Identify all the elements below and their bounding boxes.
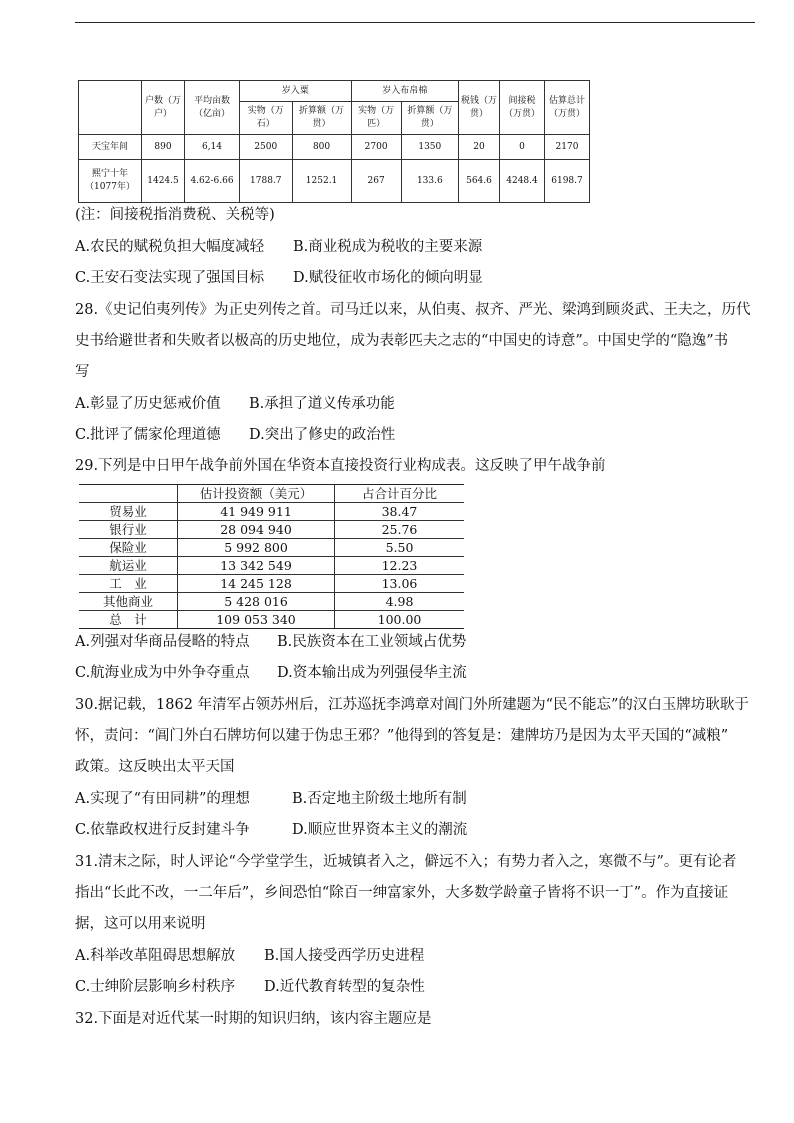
cell-total: 6198.7 <box>545 160 590 203</box>
industry-cell: 工 业 <box>79 575 178 593</box>
col-header-cloth-real: 实物（万匹） <box>351 102 401 135</box>
cell-indirect: 0 <box>500 135 545 160</box>
row-label: 天宝年间 <box>79 135 142 160</box>
q27-option-d: D.赋役征收市场化的倾向明显 <box>293 270 483 286</box>
investment-table <box>79 484 464 629</box>
q31-option-d: D.近代教育转型的复杂性 <box>264 979 425 995</box>
q30-option-d: D.顺应世界资本主义的潮流 <box>292 822 468 838</box>
col-header-households: 户数（万户） <box>142 81 185 135</box>
table-row <box>79 135 590 160</box>
cell-total: 2170 <box>545 135 590 160</box>
amount-cell: 5 992 800 <box>178 539 335 557</box>
industry-cell: 航运业 <box>79 557 178 575</box>
col-header-grain-real: 实物（万石） <box>240 102 293 135</box>
header-cell: 估计投资额（美元） <box>178 485 335 503</box>
q27-option-a: A.农民的赋税负担大幅度减轻 <box>75 239 265 255</box>
q28-option-a: A.彰显了历史惩戒价值 <box>75 396 221 412</box>
header-rule <box>75 22 755 23</box>
table-header-row <box>79 485 464 503</box>
q31-option-a: A.科举改革阻碍思想解放 <box>75 948 236 964</box>
q31-option-b: B.国人接受西学历史进程 <box>264 948 425 964</box>
q28-option-c: C.批评了儒家伦理道德 <box>75 427 221 443</box>
table-row <box>79 160 590 203</box>
table-row <box>79 593 464 611</box>
cell-cloth-conv: 1350 <box>401 135 458 160</box>
q30-stem-line3: 政策。这反映出太平天国 <box>75 759 235 775</box>
col-header-grain-conv: 折算额（万贯） <box>292 102 351 135</box>
cell-grain-conv: 1252.1 <box>292 160 351 203</box>
cell-households: 890 <box>142 135 185 160</box>
industry-cell: 贸易业 <box>79 503 178 521</box>
industry-cell: 其他商业 <box>79 593 178 611</box>
cell-grain-conv: 800 <box>292 135 351 160</box>
industry-cell: 总 计 <box>79 611 178 629</box>
header-cell <box>79 485 178 503</box>
amount-cell: 5 428 016 <box>178 593 335 611</box>
percent-cell: 38.47 <box>335 503 465 521</box>
cell-cloth-real: 2700 <box>351 135 401 160</box>
q28-option-d: D.突出了修史的政治性 <box>249 427 396 443</box>
col-header-indirect: 间接税（万贯） <box>500 81 545 135</box>
tax-comparison-table <box>78 80 590 203</box>
col-header-money: 税钱（万贯） <box>459 81 500 135</box>
q31-stem-line2: 指出“长此不改，一二年后”，乡间恐怕“除百一绅富家外，大多数学龄童子皆将不识一丁”。作为直接证 <box>75 885 729 901</box>
q29-option-a: A.列强对华商品侵略的特点 <box>75 634 250 650</box>
q32-stem: 32.下面是对近代某一时期的知识归纳，该内容主题应是 <box>75 1011 432 1027</box>
q27-option-c: C.王安石变法实现了强国目标 <box>75 270 265 286</box>
cell-cloth-conv: 133.6 <box>401 160 458 203</box>
q28-stem-line3: 写 <box>75 364 90 380</box>
cell-cloth-real: 267 <box>351 160 401 203</box>
header-cell: 占合计百分比 <box>335 485 465 503</box>
cell-indirect: 4248.4 <box>500 160 545 203</box>
q28-stem-line2: 史书给避世者和失败者以极高的历史地位，成为表彰匹夫之志的“中国史的诗意”。中国史学的“隐逸”书 <box>75 333 729 349</box>
col-header-cloth: 岁入布帛棉 <box>351 81 458 102</box>
amount-cell: 14 245 128 <box>178 575 335 593</box>
table-note: (注：间接税指消费税、关税等) <box>75 207 275 223</box>
cell-avg-land: 6,14 <box>185 135 240 160</box>
col-header-cloth-conv: 折算额（万贯） <box>401 102 458 135</box>
percent-cell: 13.06 <box>335 575 465 593</box>
q31-stem-line1: 31.清末之际，时人评论“今学堂学生，近城镇者入之，僻远不入；有势力者入之，寒微不与”。更有论者 <box>75 854 737 870</box>
table-total-row <box>79 611 464 629</box>
q29-option-d: D.资本输出成为列强侵华主流 <box>277 665 467 681</box>
percent-cell: 4.98 <box>335 593 465 611</box>
q30-option-b: B.否定地主阶级土地所有制 <box>292 791 467 807</box>
table-row <box>79 521 464 539</box>
q31-option-c: C.士绅阶层影响乡村秩序 <box>75 979 236 995</box>
q27-option-b: B.商业税成为税收的主要来源 <box>293 239 483 255</box>
q30-stem-line1: 30.据记载，1862 年清军占领苏州后，江苏巡抚李鸿章对阊门外所建题为“民不能忘”的汉白玉牌坊耿耿于 <box>75 697 749 713</box>
col-header-total: 估算总计（万贯） <box>545 81 590 135</box>
industry-cell: 保险业 <box>79 539 178 557</box>
q31-stem-line3: 据，这可以用来说明 <box>75 916 206 932</box>
q30-option-c: C.依靠政权进行反封建斗争 <box>75 822 250 838</box>
q29-option-c: C.航海业成为中外争夺重点 <box>75 665 250 681</box>
q28-stem-line1: 28.《史记伯夷列传》为正史列传之首。司马迁以来，从伯夷、叔齐、严光、梁鸿到顾炎武、王夫之，历代 <box>75 302 751 318</box>
industry-cell: 银行业 <box>79 521 178 539</box>
table-row <box>79 575 464 593</box>
q30-stem-line2: 怀，责问：“阊门外白石牌坊何以建于伪忠王邪？”他得到的答复是：建牌坊乃是因为太平天国的“减粮” <box>75 728 729 744</box>
col-header-avg-land: 平均亩数（亿亩） <box>185 81 240 135</box>
amount-cell: 13 342 549 <box>178 557 335 575</box>
q28-option-b: B.承担了道义传承功能 <box>249 396 395 412</box>
percent-cell: 12.23 <box>335 557 465 575</box>
percent-cell: 100.00 <box>335 611 465 629</box>
amount-cell: 41 949 911 <box>178 503 335 521</box>
cell-grain-real: 2500 <box>240 135 293 160</box>
percent-cell: 5.50 <box>335 539 465 557</box>
col-header-grain: 岁入粟 <box>240 81 352 102</box>
cell-money: 564.6 <box>459 160 500 203</box>
q30-option-a: A.实现了“有田同耕”的理想 <box>75 791 250 807</box>
table-corner-cell <box>79 81 142 135</box>
percent-cell: 25.76 <box>335 521 465 539</box>
cell-households: 1424.5 <box>142 160 185 203</box>
cell-grain-real: 1788.7 <box>240 160 293 203</box>
row-label: 熙宁十年（1077年） <box>79 160 142 203</box>
cell-avg-land: 4.62-6.66 <box>185 160 240 203</box>
table-row <box>79 539 464 557</box>
amount-cell: 109 053 340 <box>178 611 335 629</box>
q29-option-b: B.民族资本在工业领域占优势 <box>277 634 467 650</box>
q29-stem: 29.下列是中日甲午战争前外国在华资本直接投资行业构成表。这反映了甲午战争前 <box>75 458 606 474</box>
cell-money: 20 <box>459 135 500 160</box>
table-row <box>79 557 464 575</box>
table-row <box>79 503 464 521</box>
amount-cell: 28 094 940 <box>178 521 335 539</box>
